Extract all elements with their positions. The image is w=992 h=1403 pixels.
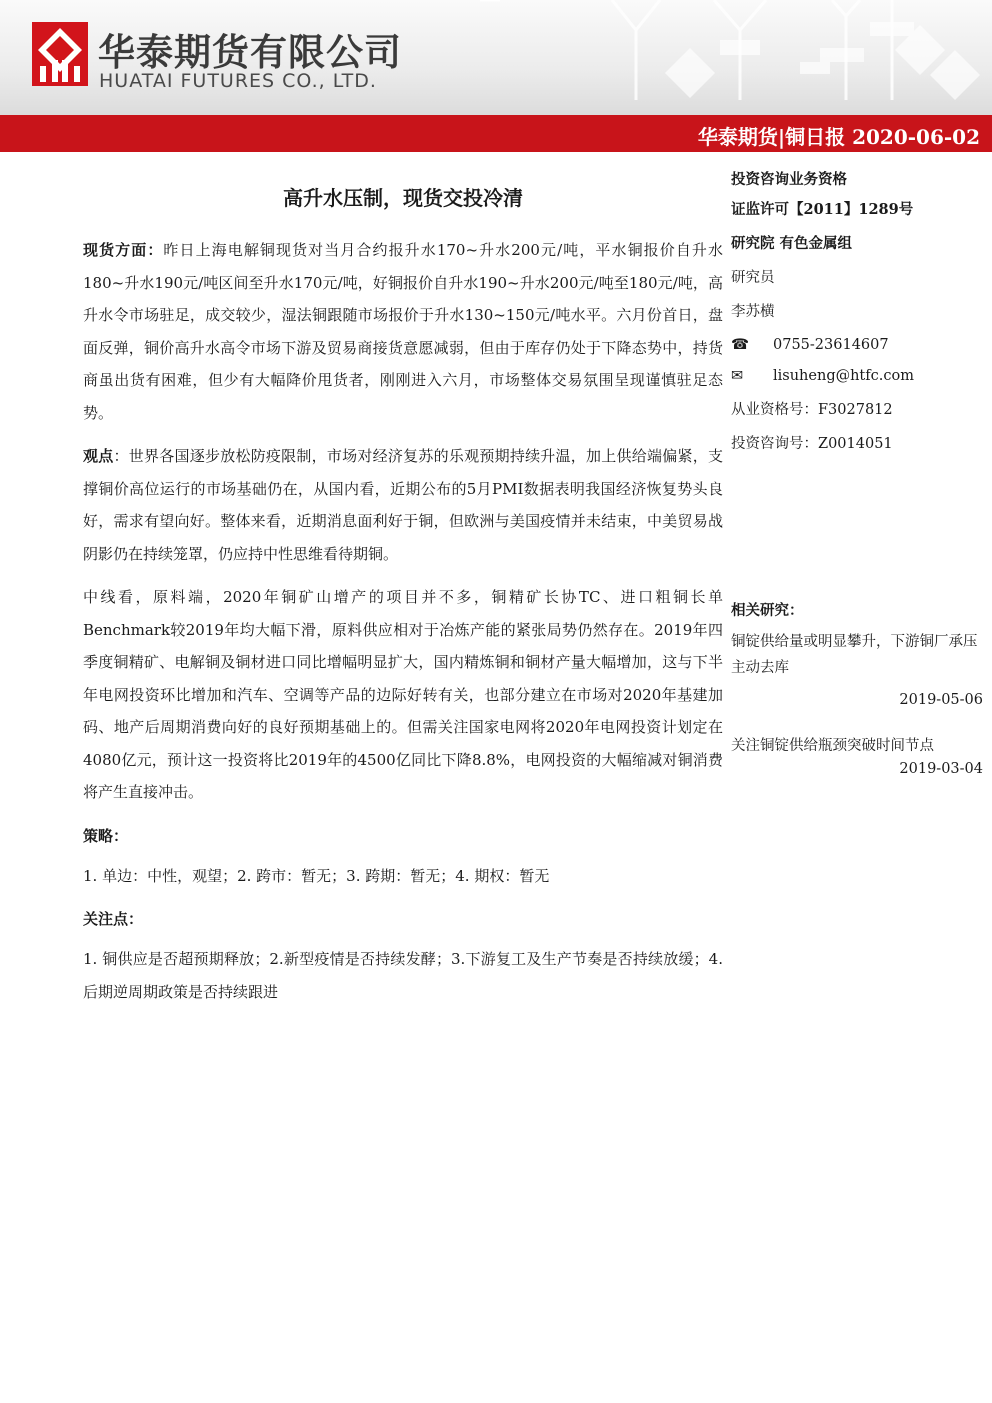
midterm-paragraph: 中线看，原料端，2020年铜矿山增产的项目并不多，铜精矿长协TC、进口粗铜长单Benchmark较2019年均大幅下滑，原料供应相对于冶炼产能的紧张局势仍然存在。2019年四季度铜精矿、电解铜及铜材进口同比增幅明显扩大，国内精炼铜和铜材产量大幅增加，这与下半年电网投资环比增加和汽车、空调等产品的边际好转有关，也部分建立在市场对2020年基建加码、地产后周期消费向好的良好预期基础上的。但需关注国家电网将2020年电网投资计划定在4080亿元，预计这一投资将比2019年的4500亿同比下降8.8%，电网投资的大幅缩减对铜消费将产生直接冲击。: [83, 588, 723, 801]
spot-label: 现货方面：: [83, 241, 164, 259]
phone-row: [731, 332, 889, 358]
email-row: [731, 363, 914, 389]
strategy-text: 1. 单边：中性，观望；2. 跨市：暂无；3. 跨期：暂无；4. 期权：暂无: [83, 866, 550, 885]
spot-paragraph: [83, 234, 723, 429]
email-address[interactable]: lisuheng@htfc.com: [773, 368, 914, 384]
analyst-role: 研究员: [731, 270, 775, 286]
view-text: ：世界各国逐步放松防疫限制，市场对经济复苏的乐观预期持续升温，加上供给端偏紧，支撑铜价高位运行的市场基础仍在，从国内看，近期公布的5月PMI数据表明我国经济恢复势头良好，需求有望向好。整体来看，近期消息面利好于铜，但欧洲与美国疫情并未结束，中美贸易战阴影仍在持续笼罩，仍应持中性思维看待期铜。: [83, 447, 723, 563]
related-item-date: 2019-03-04: [899, 761, 983, 777]
qualification: 投资咨询业务资格: [731, 171, 847, 188]
phone-number: 0755-23614607: [773, 337, 889, 353]
focus-heading: 关注点：: [83, 910, 144, 928]
institute: 研究院 有色金属组: [731, 235, 853, 252]
consult-cert: 投资咨询号：Z0014051: [731, 436, 893, 452]
view-paragraph: [83, 440, 723, 570]
view-label: 观点: [83, 447, 114, 465]
spot-text: 昨日上海电解铜现货对当月合约报升水170~升水200元/吨，平水铜报价自升水180~升水190元/吨区间至升水170元/吨，好铜报价自升水190~升水200元/吨至180元/吨，高升水令市场驻足，成交较少，湿法铜跟随市场报价于升水130~150元/吨水平。六月份首日，盘面反弹，铜价高升水高令市场下游及贸易商接货意愿减弱，但由于库存仍处于下降态势中，持货商虽出货有困难，但少有大幅降价甩货者，刚刚进入六月，市场整体交易氛围呈现谨慎驻足态势。: [83, 241, 723, 422]
related-item-date: 2019-05-06: [899, 692, 983, 708]
page-header: [0, 0, 992, 115]
related-heading: 相关研究：: [731, 602, 804, 619]
phone-icon: ☎: [731, 337, 750, 353]
practice-cert: 从业资格号：F3027812: [731, 402, 893, 418]
analyst-name: 李苏横: [731, 304, 775, 320]
report-tag: 华泰期货|铜日报 2020-06-02: [697, 125, 980, 149]
company-name-en: HUATAI FUTURES CO., LTD.: [99, 70, 377, 92]
company-name-cn: 华泰期货有限公司: [98, 31, 402, 74]
focus-text: 1. 铜供应是否超预期释放；2.新型疫情是否持续发酵；3.下游复工及生产节奏是否持续放缓；4. 后期逆周期政策是否持续跟进: [83, 950, 723, 1001]
report-banner: [0, 115, 992, 152]
strategy-heading: 策略：: [83, 826, 129, 845]
related-item-title[interactable]: 关注铜锭供给瓶颈突破时间节点: [731, 738, 934, 754]
main-content: [83, 182, 723, 1019]
related-item-title[interactable]: 铜锭供给量或明显攀升，下游铜厂承压主动去库: [731, 634, 978, 676]
envelope-icon: ✉: [731, 368, 744, 384]
report-title: 高升水压制，现货交投冷清: [283, 186, 523, 210]
license: 证监许可【2011】1289号: [731, 201, 914, 218]
company-logo: [32, 22, 88, 86]
